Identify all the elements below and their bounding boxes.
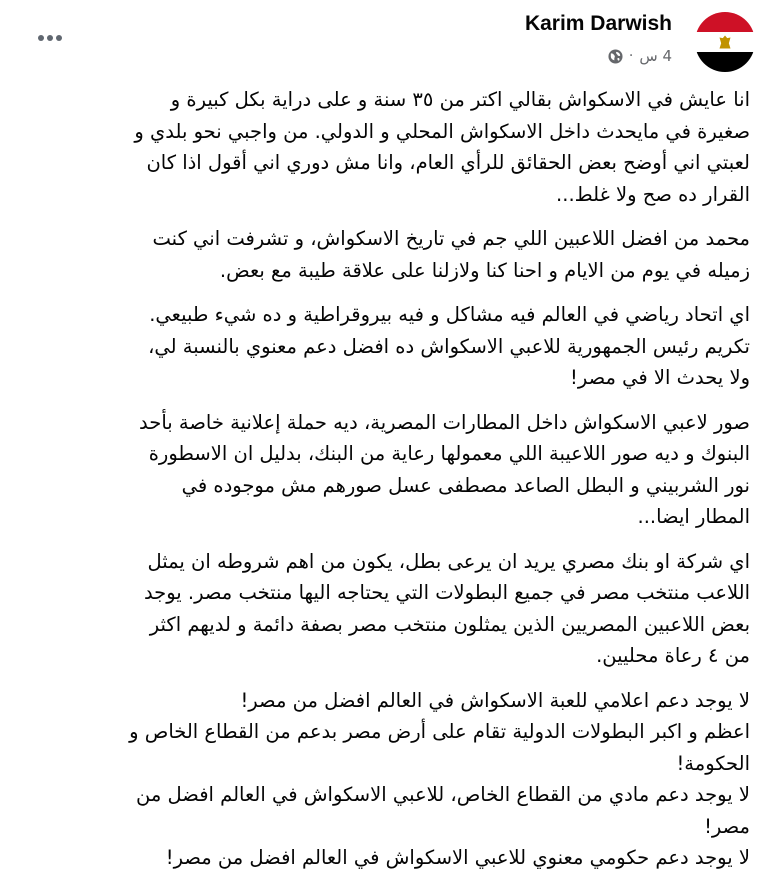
paragraph xyxy=(14,299,750,394)
text-line: محمد من افضل اللاعبين اللي جم في تاريخ الاسكواش، و تشرفت اني كنت xyxy=(152,227,750,250)
paragraph xyxy=(14,407,750,533)
paragraph xyxy=(14,546,750,672)
flag-black-stripe xyxy=(695,52,755,72)
text-line: البنوك و ديه صور اللاعيبة اللي معمولها رعاية من البنك، بدليل ان الاسطورة xyxy=(148,442,750,465)
text-line: صور لاعبي الاسكواش داخل المطارات المصرية، ديه حملة إعلانية خاصة بأحد xyxy=(139,410,750,434)
text-line: لا يوجد دعم مادي من القطاع الخاص، للاعبي الاسكواش في العالم افضل من xyxy=(136,783,750,806)
text-line: صغيرة في مايحدث داخل الاسكواش المحلي و الدولي. من واجبي نحو بلدي و xyxy=(134,119,750,143)
paragraph xyxy=(14,685,750,874)
text-line: اللاعب منتخب مصر في جميع البطولات التي يحتاجه اليها منتخب مصر. يوجد xyxy=(143,581,750,604)
text-line: انا عايش في الاسكواش بقالي اكتر من ٣٥ سنة و على دراية بكل كبيرة و xyxy=(170,88,750,111)
post-timestamp[interactable]: 4 س xyxy=(639,47,672,65)
text-line: تكريم رئيس الجمهورية للاعبي الاسكواش ده افضل دعم معنوي بالنسبة لي، xyxy=(148,334,750,358)
avatar[interactable] xyxy=(695,12,755,72)
more-options-button[interactable] xyxy=(32,29,68,47)
text-line: لا يوجد دعم حكومي معنوي للاعبي الاسكواش في العالم افضل من مصر! xyxy=(165,846,750,869)
text-line: اي اتحاد رياضي في العالم فيه مشاكل و فيه بيروقراطية و ده شيء طبيعي. xyxy=(149,303,750,326)
author-name[interactable]: Karim Darwish xyxy=(524,12,672,35)
paragraph xyxy=(14,223,750,286)
text-line: بعض اللاعبين المصريين الذين يمثلون منتخب مصر بصفة دائمة و لديهم اكثر xyxy=(149,612,750,636)
text-line: مصر! xyxy=(704,814,750,838)
separator-dot: · xyxy=(628,48,634,64)
text-line: المطار ايضا... xyxy=(637,505,750,528)
text-line: القرار ده صح ولا غلط... xyxy=(556,182,750,206)
more-options-icon xyxy=(38,35,44,41)
paragraph xyxy=(14,84,750,210)
more-options-icon xyxy=(47,35,53,41)
text-line: ولا يحدث الا في مصر! xyxy=(570,366,750,389)
text-line: الحكومة! xyxy=(676,751,750,775)
flag-white-stripe xyxy=(695,32,755,52)
globe-icon[interactable] xyxy=(608,49,623,64)
text-line: اي شركة او بنك مصري يريد ان يرعى بطل، يكون من اهم شروطه ان يمثل xyxy=(147,549,750,573)
text-line: اعظم و اكبر البطولات الدولية تقام على أرض مصر بدعم من القطاع الخاص و xyxy=(129,720,750,743)
text-line: نور الشربيني و البطل الصاعد مصطفى عسل صورهم مش موجوده في xyxy=(181,473,750,497)
text-line: لا يوجد دعم اعلامي للعبة الاسكواش في العالم افضل من مصر! xyxy=(240,688,750,712)
eagle-icon xyxy=(720,36,731,49)
post-body xyxy=(14,84,750,887)
post-header xyxy=(0,0,768,80)
post-meta xyxy=(608,47,672,65)
more-options-icon xyxy=(56,35,62,41)
flag-red-stripe xyxy=(695,12,755,32)
text-line: من ٤ رعاة محليين. xyxy=(596,644,750,667)
text-line: لعبتي اني أوضح بعض الحقائق للرأي العام، وانا مش دوري اني أقول اذا كان xyxy=(146,151,750,174)
text-line: زميله في يوم من الايام و احنا كنا ولازلنا على علاقة طيبة مع بعض. xyxy=(219,258,750,282)
